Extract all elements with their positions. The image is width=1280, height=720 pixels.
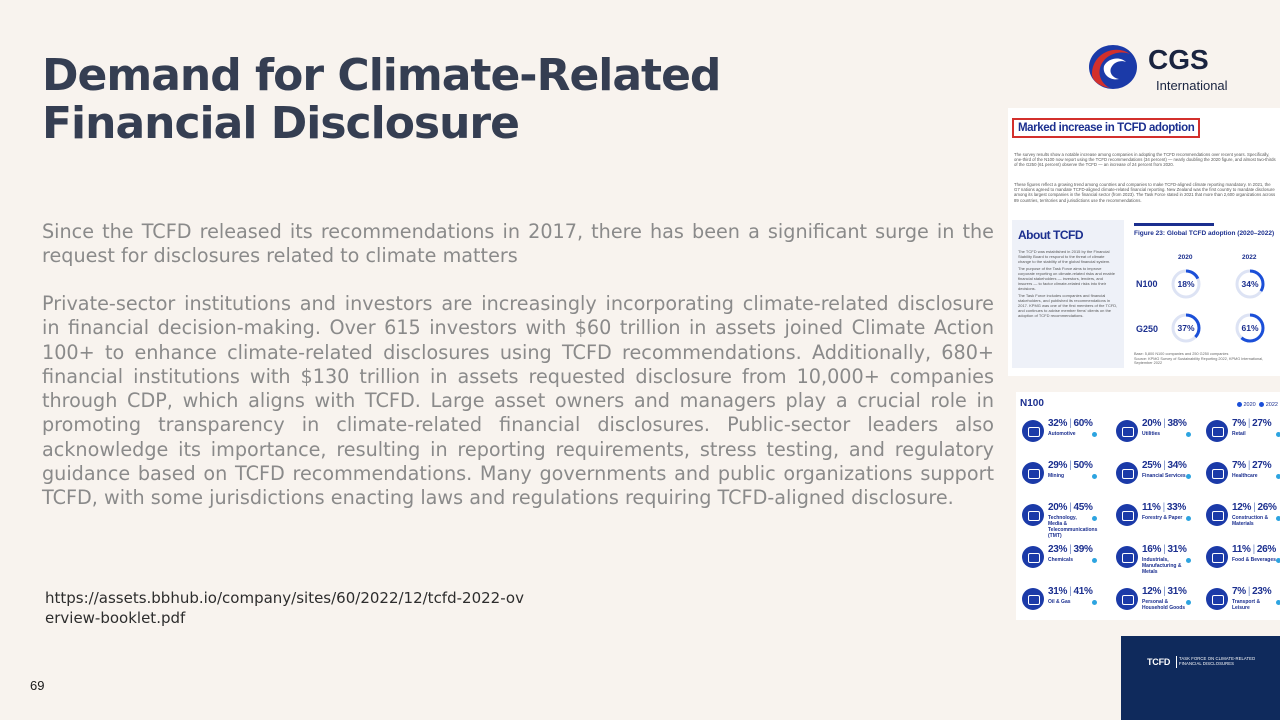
value-separator: | [1163,544,1166,555]
value-separator: | [1069,418,1072,429]
legend-2022: 2022 [1265,402,1278,408]
sector-dot-icon [1092,600,1097,605]
g250-2020-value: 37% [1177,323,1195,333]
sector-item [1112,418,1196,454]
sector-icon [1022,420,1044,442]
sector-name: Retail [1232,431,1246,437]
sector-icon [1206,420,1228,442]
value-separator: | [1252,544,1255,555]
value-separator: | [1069,586,1072,597]
sector-values [1142,586,1187,597]
about-text-1: The TCFD was established in 2015 by the Financial Stability Board to respond to the threat of climate change to the stability of the global financial system. [1018,249,1111,264]
sector-2020-value: 25% [1142,460,1162,471]
sector-values [1048,460,1093,471]
sector-item [1112,586,1196,620]
value-separator: | [1253,502,1256,513]
sector-2022-value: 27% [1252,460,1272,471]
n100-2022-value: 34% [1241,279,1259,289]
page-number: 69 [30,678,45,693]
sector-name: Healthcare [1232,473,1258,479]
sector-name: Oil & Gas [1048,599,1071,605]
sector-icon [1022,504,1044,526]
sector-dot-icon [1276,558,1280,563]
sector-2020-value: 11% [1142,502,1161,513]
sector-icon [1022,546,1044,568]
sector-2020-value: 7% [1232,586,1246,597]
sector-values [1048,502,1093,513]
sector-icon [1206,504,1228,526]
sector-item [1112,460,1196,496]
sector-2022-value: 50% [1073,460,1093,471]
body-paragraph: Private-sector institutions and investors are increasingly incorporating climate-related disclosure in financial decision-making. Over 615 investors with $60 trillion in assets joined Climate Action 100+ to enhance climate-related disclosures using TCFD recommendations. Additionally, 680+ financial institutions with $130 trillion in assets requested disclosure from 10,000+ companies through CDP, which aligns with TCFD. Large asset owners and managers play a crucial role in promoting transparency in climate-related financial disclosures. Public-sector leaders also acknowledge its importance, resulting in reporting requirements, stress testing, and regulatory guidance based on TCFD recommendations. Many governments and public organizations support TCFD, with some jurisdictions enacting laws and regulations requiring TCFD-aligned disclosure. [42,292,994,510]
sector-item [1018,502,1102,538]
report-intro-2: These figures reflect a growing trend among countries and companies to make TCFD-aligned climate reporting mandatory. In 2021, the G7 nations agreed to mandate TCFD-aligned climate-related financial reporting. New Zealand was the first country to mandate disclosure among its largest companies in the financial sector (from 2023). The Task Force stated in 2021 that more than 2,600 organizations across 89 countries, territories and jurisdictions use the recommendations. [1014,182,1276,203]
sector-icon [1116,588,1138,610]
sector-item [1018,418,1102,454]
sector-item [1112,544,1196,580]
sector-item [1112,502,1196,538]
sector-2022-value: 23% [1252,586,1272,597]
sector-icon [1116,546,1138,568]
sector-dot-icon [1092,474,1097,479]
sector-values [1142,460,1187,471]
value-separator: | [1247,418,1251,429]
sector-2020-value: 32% [1048,418,1068,429]
sector-2020-value: 7% [1232,418,1246,429]
sector-icon [1116,420,1138,442]
figure-title: Figure 23: Global TCFD adoption (2020–2022) [1134,230,1275,237]
sector-name: Financial Services [1142,473,1186,479]
title-line-2: Financial Disclosure [42,98,519,149]
source-link[interactable]: https://assets.bbhub.io/company/sites/60/2022/12/tcfd-2022-overview-booklet.pdf [45,589,524,627]
about-tcfd-box [1012,220,1124,368]
n100-row-label: N100 [1136,279,1158,289]
sector-values [1232,586,1271,597]
legend-2020-dot-icon [1237,402,1242,407]
sector-2022-value: 31% [1167,544,1187,555]
g250-row-label: G250 [1136,324,1159,334]
value-separator: | [1163,418,1166,429]
sector-2020-value: 20% [1142,418,1162,429]
cgs-swirl-icon [1086,42,1140,92]
sector-name: Food & Beverages [1232,557,1276,563]
sector-icon [1206,462,1228,484]
report-footnote-1: Base: 5,800 N100 companies and 250 G250 companies [1134,352,1229,356]
sector-values [1232,502,1277,513]
value-separator: | [1069,460,1072,471]
about-text [1018,250,1118,318]
sector-dot-icon [1186,474,1191,479]
sector-dot-icon [1092,516,1097,521]
tcfd-badge [1121,636,1280,720]
year-2022-label: 2022 [1242,254,1257,261]
sector-2020-value: 20% [1048,502,1068,513]
sector-values [1048,418,1093,429]
sector-2022-value: 26% [1257,502,1277,513]
sector-dot-icon [1276,474,1280,479]
sector-2022-value: 38% [1167,418,1187,429]
report-intro-1: The survey results show a notable increase among companies in adopting the TCFD recommendations over recent years. Specifically, one-third of the N100 now report using the TCFD recommendations (34 percent) — nearly doubling the 2020 figure, and almost two-thirds of the G250 (61 percent) observe the TCFD — an increase of 24 percent from 2020. [1014,152,1276,168]
sector-values [1048,544,1093,555]
year-2020-label: 2020 [1178,254,1193,261]
report-heading: Marked increase in TCFD adoption [1012,118,1200,138]
sector-item [1202,586,1280,620]
sector-item [1018,586,1102,620]
tcfd-adoption-report-image [1008,108,1280,376]
sector-dot-icon [1276,432,1280,437]
intro-paragraph: Since the TCFD released its recommendations in 2017, there has been a significant surge in the request for disclosures related to climate matters [42,220,994,268]
sector-values [1142,418,1187,429]
sector-2020-value: 7% [1232,460,1246,471]
sector-name: Chemicals [1048,557,1074,563]
sector-icon [1022,588,1044,610]
title-line-1: Demand for Climate-Related [42,50,721,101]
value-separator: | [1069,544,1072,555]
legend [1234,402,1279,408]
value-separator: | [1247,460,1251,471]
sector-2022-value: 33% [1166,502,1187,513]
n100-2020-value: 18% [1177,279,1195,289]
sector-values [1142,502,1186,513]
sector-dot-icon [1186,432,1191,437]
n100-sector-image [1016,392,1280,620]
sector-icon [1022,462,1044,484]
sector-dot-icon [1276,516,1280,521]
sector-values [1232,460,1271,471]
sector-name: Personal & Household Goods [1142,599,1186,611]
sector-name: Construction & Materials [1232,515,1269,527]
value-separator: | [1163,586,1166,597]
sector-item [1202,502,1280,538]
sector-dot-icon [1092,432,1097,437]
sector-2020-value: 11% [1232,544,1251,555]
cgs-logo [1086,40,1246,94]
sector-dot-icon [1186,558,1191,563]
sector-2022-value: 27% [1252,418,1272,429]
sector-icon [1116,462,1138,484]
sector-item [1202,418,1280,454]
sector-name: Automotive [1048,431,1076,437]
sector-2022-value: 45% [1073,502,1093,513]
sector-dot-icon [1092,558,1097,563]
value-separator: | [1247,586,1251,597]
figure-accent-bar [1134,223,1214,226]
sector-values [1232,418,1271,429]
g250-2022-value: 61% [1241,323,1259,333]
sector-2022-value: 41% [1073,586,1093,597]
sector-2022-value: 26% [1256,544,1277,555]
sector-name: Mining [1048,473,1065,479]
sector-2020-value: 23% [1048,544,1068,555]
sector-2020-value: 31% [1048,586,1068,597]
value-separator: | [1162,502,1165,513]
sector-item [1202,460,1280,496]
report-footnote-2: Source: KPMG Survey of Sustainability Reporting 2022, KPMG International, September 2022 [1134,356,1264,366]
sector-2022-value: 34% [1167,460,1187,471]
sector-2022-value: 31% [1167,586,1187,597]
sector-name: Transport & Leisure [1232,599,1261,611]
sector-2020-value: 12% [1232,502,1252,513]
about-text-2: The purpose of the Task Force aims to improve corporate reporting on climate-related risks and enable financial stakeholders — investors, lenders, and insurers — to factor climate-related risks into their decisions. [1018,266,1115,291]
sector-item [1202,544,1280,580]
sector-values [1048,586,1093,597]
sector-2022-value: 60% [1073,418,1093,429]
legend-2022-dot-icon [1259,402,1264,407]
sector-icon [1206,588,1228,610]
slide-title [42,52,842,148]
sector-dot-icon [1186,516,1191,521]
logo-subtitle: International [1156,78,1228,93]
value-separator: | [1069,502,1072,513]
sector-dot-icon [1186,600,1191,605]
about-text-3: The Task Force includes companies and financial stakeholders, and published its recommendations in 2017. KPMG was one of the first members of the TCFD, and continues to advise member firms' clients on the adoption of TCFD recommendations. [1018,293,1118,318]
logo-name: CGS [1148,44,1209,75]
sector-2020-value: 16% [1142,544,1162,555]
sector-values [1142,544,1187,555]
sector-dot-icon [1276,600,1280,605]
n100-title: N100 [1020,398,1044,409]
sector-2020-value: 12% [1142,586,1162,597]
value-separator: | [1163,460,1166,471]
tcfd-text: TASK FORCE ON CLIMATE-RELATED FINANCIAL DISCLOSURES [1179,656,1256,667]
tcfd-logo: TCFD [1147,657,1171,667]
tcfd-divider [1176,656,1177,668]
sector-2020-value: 29% [1048,460,1068,471]
sector-name: Industrials, Manufacturing & Metals [1142,557,1182,575]
legend-2020: 2020 [1243,402,1256,408]
sector-icon [1206,546,1228,568]
sector-name: Utilities [1142,431,1161,437]
sector-2022-value: 39% [1073,544,1093,555]
sector-item [1018,544,1102,580]
sector-values [1232,544,1276,555]
about-title: About TCFD [1018,228,1083,242]
sector-item [1018,460,1102,496]
sector-icon [1116,504,1138,526]
sector-name: Forestry & Paper [1142,515,1183,521]
sector-name: Technology, Media & Telecommunications (TMT) [1048,515,1098,539]
report-footnote [1134,352,1274,366]
